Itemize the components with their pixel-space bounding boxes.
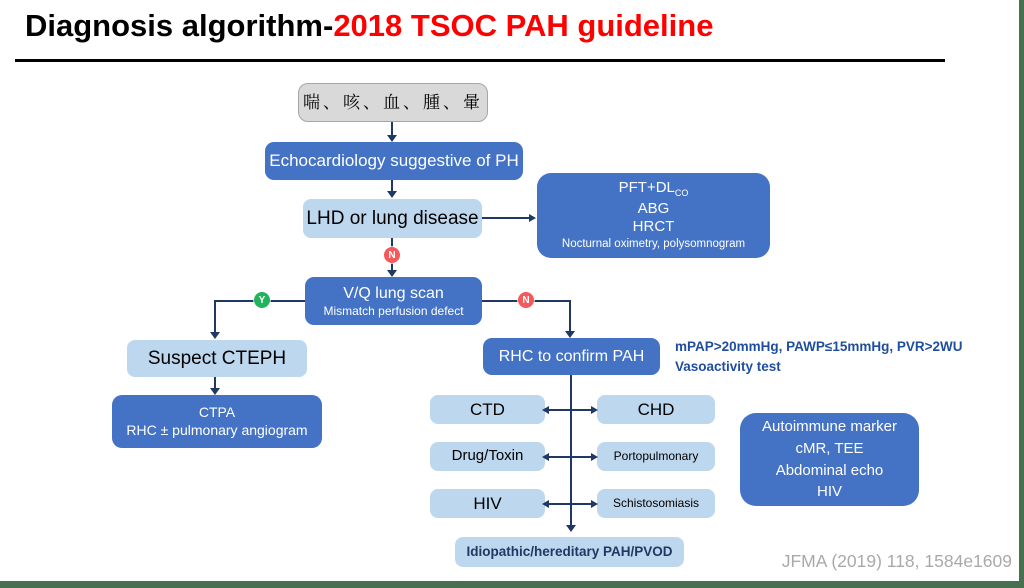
ctpa-line1: CTPA: [198, 404, 236, 420]
arrow-symptoms-echo-head: [387, 135, 397, 142]
rhc-note: [675, 337, 1015, 376]
autoimmune-line3: Abdominal echo: [775, 461, 884, 479]
title-black-part: Diagnosis algorithm-: [25, 8, 334, 43]
drug-toxin-box: Drug/Toxin: [430, 442, 545, 471]
autoimmune-box: [740, 413, 919, 506]
arrow-cteph-ctpa-head: [210, 388, 220, 395]
pft-line2: ABG: [637, 199, 670, 217]
vq-line1: V/Q lung scan: [343, 284, 444, 302]
no-badge-lhd: N: [384, 247, 400, 263]
arrow-row1-line: [549, 409, 591, 411]
ctpa-line2: RHC ± pulmonary angiogram: [126, 421, 308, 438]
ctd-box: CTD: [430, 395, 545, 424]
symptoms-box: [298, 83, 488, 122]
arrow-row2-line: [549, 456, 591, 458]
rhc-label: RHC to confirm PAH: [498, 347, 645, 365]
suspect-cteph-box: [127, 340, 307, 377]
arrow-vq-cteph-vline: [214, 300, 216, 333]
vq-box: [305, 277, 482, 325]
rhc-box: [483, 338, 660, 375]
pft-box: [537, 173, 770, 258]
arrow-vq-rhc-head: [565, 331, 575, 338]
portopulmonary-box: Portopulmonary: [597, 442, 715, 471]
rhc-note-line2: Vasoactivity test: [675, 358, 781, 374]
idiopathic-box: Idiopathic/hereditary PAH/PVOD: [455, 537, 684, 567]
arrow-row2-right-head: [591, 453, 598, 461]
citation: JFMA (2019) 118, 1584e1609: [781, 551, 1012, 571]
title-red-part: 2018 TSOC PAH guideline: [333, 8, 714, 43]
pft-line3: HRCT: [632, 218, 675, 236]
pft-line1: $PFT+DL_{CO}$: [618, 179, 689, 199]
arrow-rhc-idiopathic-head: [566, 525, 576, 532]
symptoms-label: 喘、咳、血、腫、暈: [303, 92, 483, 112]
page-title: [25, 8, 713, 44]
title-underline: [15, 59, 945, 62]
arrow-row1-left-head: [542, 406, 549, 414]
autoimmune-line2: cMR, TEE: [795, 439, 864, 457]
autoimmune-line4: HIV: [816, 483, 842, 501]
echo-box: [265, 142, 523, 180]
no-badge-vq: N: [518, 292, 534, 308]
autoimmune-line1: Autoimmune marker: [761, 418, 898, 435]
arrow-row3-left-head: [542, 500, 549, 508]
vq-line2: Mismatch perfusion defect: [323, 303, 464, 318]
chd-box: CHD: [597, 395, 715, 424]
lhd-box: [303, 199, 482, 238]
pft-line4: Nocturnal oximetry, polysomnogram: [561, 238, 746, 251]
arrow-row3-right-head: [591, 500, 598, 508]
arrow-row2-left-head: [542, 453, 549, 461]
hiv-box: HIV: [430, 489, 545, 518]
bottom-accent-bar: [0, 581, 1024, 588]
arrow-symptoms-echo-line: [391, 122, 393, 136]
arrow-lhd-vq-head: [387, 270, 397, 277]
ctpa-box: [112, 395, 322, 448]
arrow-lhd-pft-line: [482, 217, 530, 219]
lhd-label: LHD or lung disease: [306, 207, 479, 229]
echo-label: Echocardiology suggestive of PH: [269, 151, 519, 171]
arrow-vq-cteph-head: [210, 332, 220, 339]
rhc-note-line1: mPAP>20mmHg, PAWP≤15mmHg, PVR>2WU: [675, 339, 963, 354]
right-accent-bar: [1019, 0, 1024, 588]
arrow-echo-lhd-head: [387, 191, 397, 198]
arrow-vq-rhc-vline: [569, 300, 571, 332]
arrow-lhd-pft-head: [529, 214, 536, 222]
suspect-cteph-label: Suspect CTEPH: [147, 347, 287, 369]
yes-badge-vq: Y: [254, 292, 270, 308]
arrow-row3-line: [549, 503, 591, 505]
arrow-row1-right-head: [591, 406, 598, 414]
schistosomiasis-box: Schistosomiasis: [597, 489, 715, 518]
